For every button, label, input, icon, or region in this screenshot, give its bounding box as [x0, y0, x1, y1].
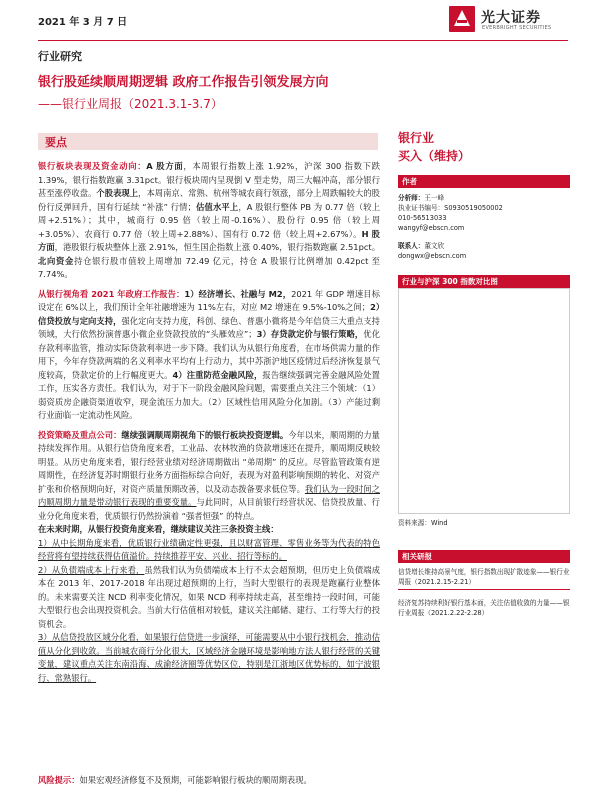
paragraph-strategy — [38, 429, 380, 686]
contact-name: 董文欣 — [424, 242, 445, 250]
text-s3-b0: 继续强调顺周期视角下的银行板块投资逻辑。 — [121, 429, 289, 440]
everbright-logo-icon — [449, 6, 475, 32]
text-s2-t1: 2021 年 GDP 增速目标设定在 6%以上，我们预计全年社融增速为 11%左右，对应 M2 增速在 9.5%-10%之间； — [38, 288, 380, 312]
brand-name-cn: 光大证券 — [481, 10, 541, 26]
text-s2-b1: 1）经济增长、社融与 M2， — [184, 288, 292, 299]
rating: 买入（维持） — [398, 149, 471, 163]
text-stocks-label: 个股表现上 — [96, 188, 139, 198]
text-valuation-label: 估值水平上 — [195, 201, 239, 212]
contact-label: 联系人： — [398, 242, 425, 250]
related-research-bar: 相关研报 — [398, 550, 570, 563]
risk-label: 风险提示： — [38, 775, 80, 785]
text-p1: ，本周银行指数上涨 1.92%，沪深 300 指数下跌 1.39%，银行指数跑赢 3.31pct。银行板块周内呈现倒 V 型走势，周三大幅冲高，部分银行甚至涨停收盘。 — [38, 161, 380, 198]
lead-gov-report: 从银行视角看 2021 年政府工作报告： — [38, 288, 185, 299]
risk-warning — [38, 774, 312, 786]
page-subtitle: ——银行业周报（2021.3.1-3.7） — [38, 97, 223, 111]
text-p3: ，A 股银行整体 PB 为 0.77 倍（较上周+2.51%）；其中，城商行 0.95 倍（较上周-0.16%）、股份行 0.95 倍（较上周+3.05%）、农商行 0.77 倍（较上周+2.88%）、国有行 0.72 倍（较上周+2.67%）。 — [38, 201, 380, 239]
text-a-share: A 股方面 — [146, 161, 184, 171]
brand-logo — [449, 4, 569, 38]
lead-performance: 银行板块表现及资金动向： — [38, 161, 147, 171]
text-s3-b1: 在未来时期，从银行投资角度来看，继续建议关注三条投资主线： — [38, 524, 279, 534]
sidebar — [398, 133, 570, 618]
chart-source: 资料来源：Wind — [398, 519, 448, 527]
analyst-name: 王一峰 — [424, 194, 445, 202]
related-report-2[interactable]: 经济复苏持续利好银行基本面，关注估值收敛的力量——银行业周报（2021.2.22-2.28） — [398, 599, 570, 617]
main-content — [38, 160, 380, 691]
brand-name-en: EVERBRIGHT SECURITIES — [482, 25, 552, 31]
related-divider — [398, 589, 570, 590]
lead-strategy: 投资策略及重点公司： — [38, 429, 122, 440]
page-title: 银行股延续顺周期逻辑 政府工作报告引领发展方向 — [38, 75, 329, 90]
analyst-phone: 010-56513033 — [398, 214, 447, 222]
analyst-license: 执业证书编号：S0930519050002 — [398, 204, 503, 212]
text-s3-u2: 2）从负债端成本上行来看， — [38, 564, 145, 575]
industry-name: 银行业 — [398, 131, 435, 145]
paragraph-gov-report — [38, 288, 380, 423]
key-points-bar — [38, 133, 378, 150]
text-s2-t2: 强化定向支持力度，科创、绿色、普惠小微将是今年信贷三大重点支持领域，大行依然扮演普惠小微企业贷款投放的“头雁效应”； — [38, 315, 380, 339]
risk-text: 如果宏观经济修复不及预期，可能影响银行板块的顺周期表现。 — [79, 775, 312, 785]
report-category: 行业研究 — [38, 50, 82, 63]
analyst-email[interactable]: wangyf@ebscn.com — [398, 224, 465, 232]
text-s3-u0: 我们认为一段时间之内顺周期力量是带动银行表现的重要变量。 — [38, 483, 380, 507]
text-s2-b4: 4）注重防范金融风险， — [172, 369, 263, 380]
text-s3-t2: 虽然我们认为负债端成本上行不太会超预期，但历史上负债端成本在 2013 年、2017-2018 年出现过超预期的上行，当时大型银行的表现是跑赢行业整体的。未来需要关注 NCD 利率变化情况，如果 NCD 利率持续走高，甚至维持一段时间，可能大型银行也会出现投资机会。当前大行估值相对较低，建议关注邮储、建行、工行等大行的投资机会。 — [38, 564, 380, 629]
header-divider — [38, 40, 568, 41]
analyst-label: 分析师： — [398, 194, 425, 202]
text-s3-u1: 1）从中长期角度来看，优质银行业绩确定性更强，且以财富管理、零售业务等为代表的特色经营将有望持续获得估值溢价。持续推荐平安、兴业、招行等标的。 — [38, 537, 380, 561]
text-p4: ，港股银行板块整体上涨 2.91%，恒生国企指数上涨 0.40%，银行指数跑赢 2.51pct。 — [54, 242, 380, 252]
index-comparison-chart-placeholder — [398, 288, 570, 514]
text-p2: ，本周南京、常熟、杭州等城农商行领涨，部分上周跌幅较大的股份行反弹回升，国有行延续 “补涨” 行情； — [38, 188, 380, 212]
text-s2-t3: 优化存款利率监管，推动实际贷款利率进一步下降。我们认为从银行角度看，在市场供需力量的作用下，今年存贷款两端的名义利率水平均有上行动力，其中苏浙沪地区疫情过后经济恢复景气度较高，贷款定价的上行幅度更大。 — [38, 329, 380, 380]
contact-email[interactable]: dongwx@ebscn.com — [398, 252, 467, 260]
text-s2-b3: 3）存贷款定价与银行策略， — [256, 329, 364, 339]
text-s3-t0b: 与此同时，从目前银行经营状况、信贷投放量、行业分化角度来看，优质银行仍然扮演着 “强者恒强” 的特点。 — [38, 497, 380, 521]
text-h-share-label: H 股方面 — [38, 228, 380, 252]
key-points-label: 要点 — [45, 136, 67, 149]
text-s3-u3: 3）从信贷投放区域分化看，如果银行信贷进一步演绎，可能需要从中小银行找机会，推动估值从分化到收敛。当前城农商行分化很大，区域经济金融环境是影响地方法人银行经营的关键变量，建议重点关注东南沿海、成渝经济圈等优势区位，特别是江浙地区优势标的，如宁波银行、常熟银行。 — [38, 632, 380, 683]
chart-title-bar: 行业与沪深 300 指数对比图 — [398, 275, 570, 288]
text-s2-b2: 2）信贷投放与定向支持， — [38, 302, 380, 326]
author-section-bar: 作者 — [398, 175, 570, 188]
text-s2-t4: 报告继续强调完善金融风险处置工作，压实各方责任。我们认为，对于下一阶段金融风险问题，需要重点关注三个领域：（1）弱资质房企融资渠道收窄，现金流压力加大。（2）区域性信用风险分化加剧。（3）产能过剩行业面临一定流动性风险。 — [38, 369, 380, 420]
related-report-1[interactable]: 信贷增长维持高景气度，银行指数出现扩散迹象——银行业周报（2021.2.15-2.21） — [398, 568, 570, 586]
text-s3-t0: 今年以来，顺周期的力量持续发挥作用。从银行信贷角度来看，工业品、农林牧渔的贷款增速还在提升，顺周期反映较明显。从历史角度来看，银行经营业绩对经济周期做出 “弟周期” 的反应。尽管监管政策有逆周期性，在经济复苏时期银行业务方面指标综合向好，表现为对盈利影响预期的转化、对资产扩张和价格预期向好，对资产质量预期改善，以及动态拨备要求低位等。 — [38, 429, 380, 494]
text-p5: 持仓银行股市值较上周增加 72.49 亿元，持仓 A 股银行比例增加 0.42pct 至 7.74%。 — [38, 255, 380, 279]
paragraph-performance — [38, 160, 380, 282]
report-date: 2021 年 3 月 7 日 — [38, 17, 128, 28]
text-northbound-label: 北向资金 — [38, 255, 75, 266]
